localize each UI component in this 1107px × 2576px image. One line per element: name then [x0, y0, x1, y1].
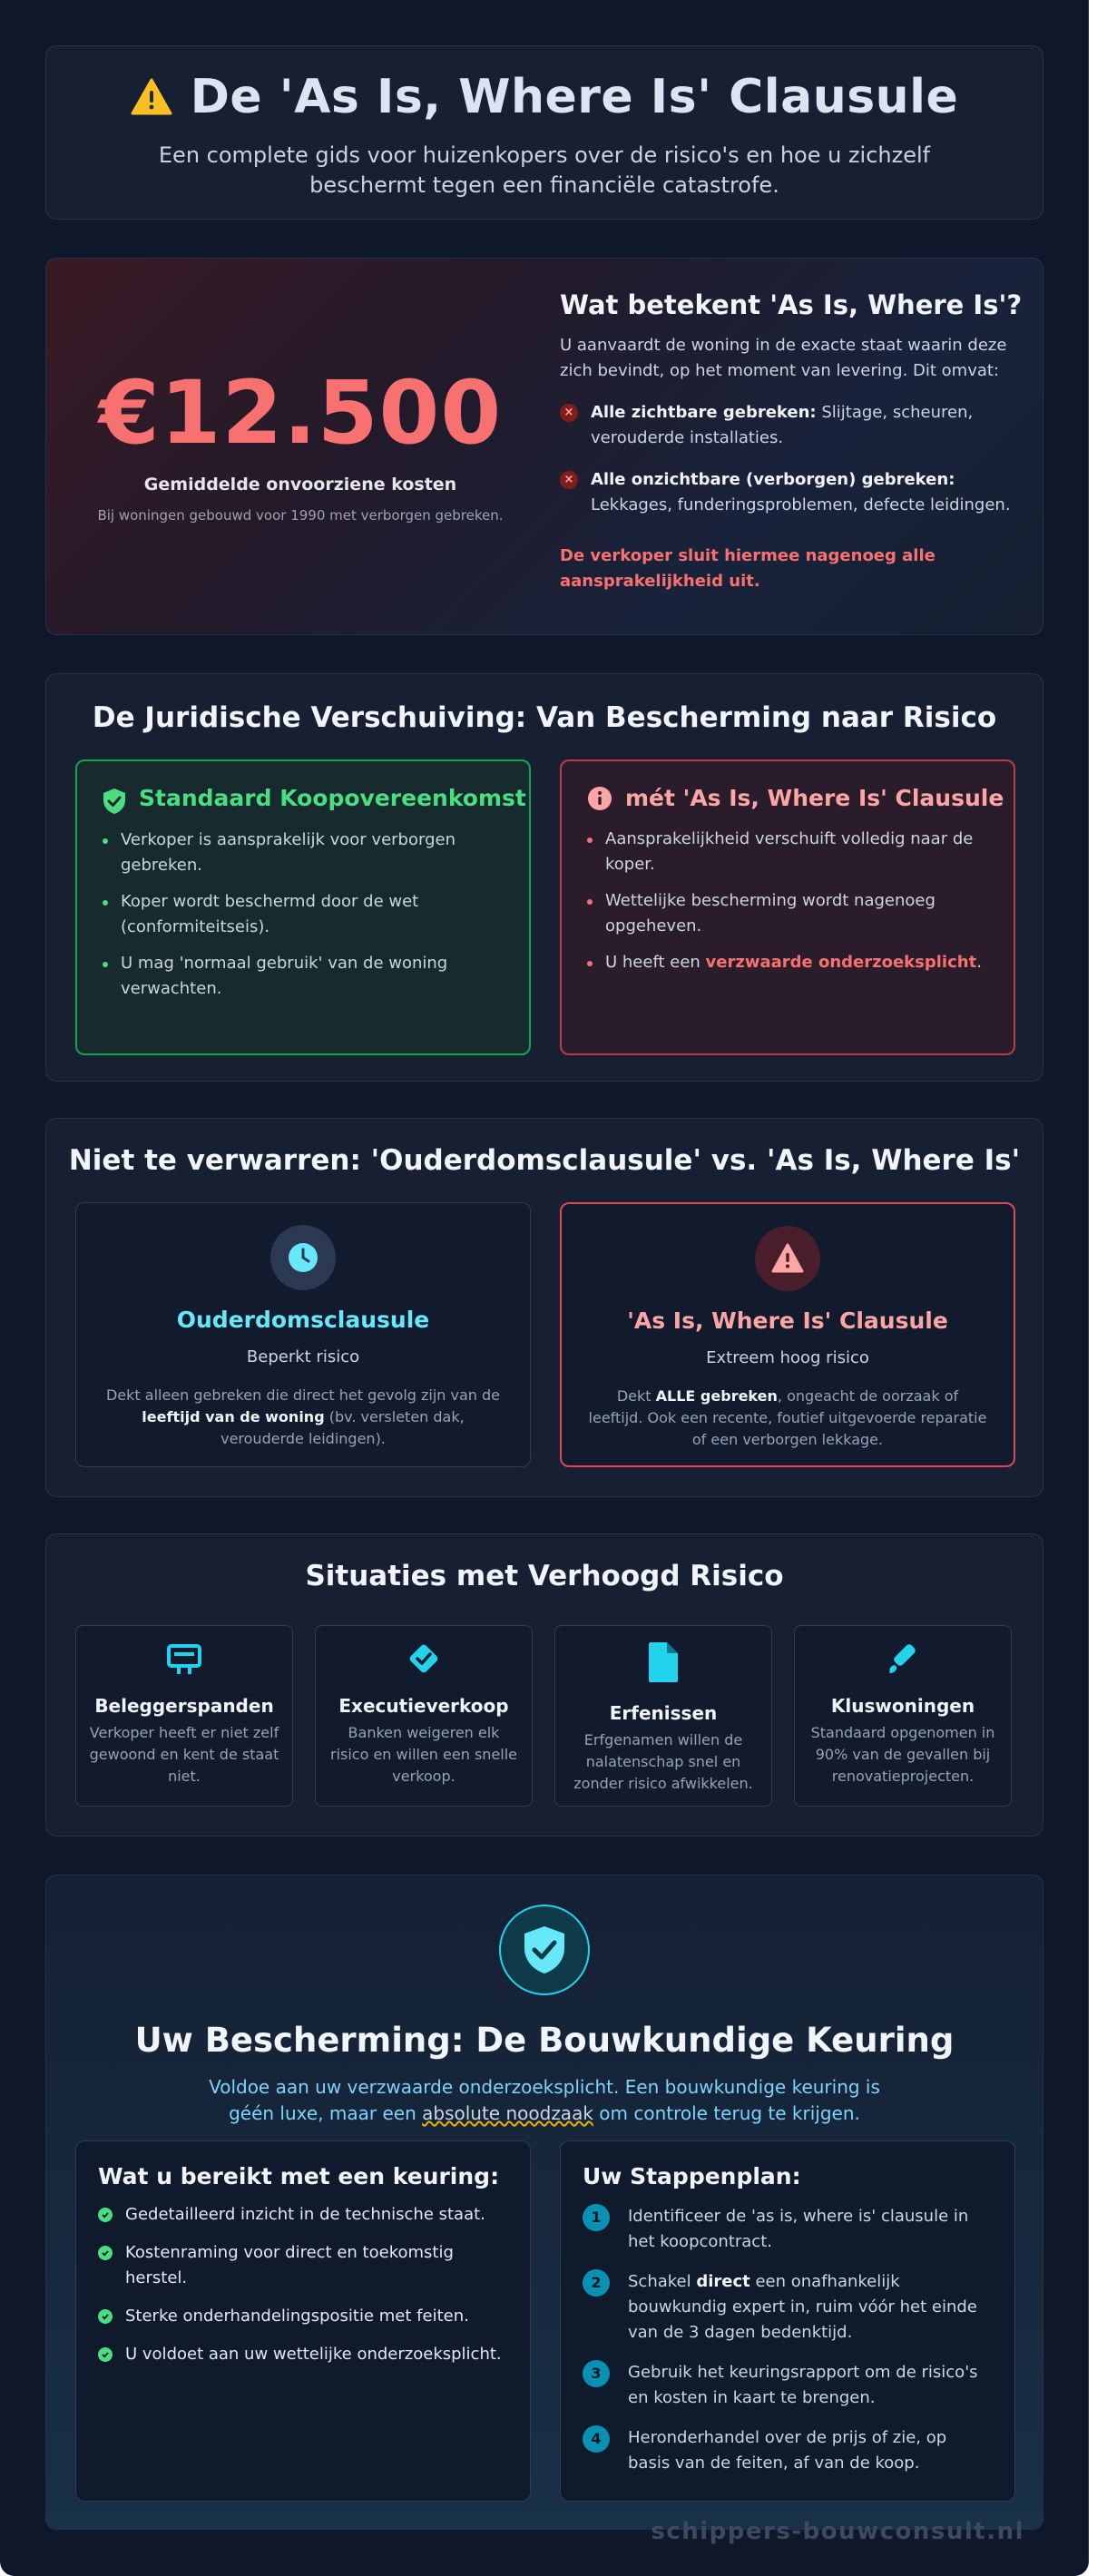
risk-level: Beperkt risico: [246, 1347, 360, 1366]
asis-contract-heading: mét 'As Is, Where Is' Clausule: [625, 785, 1004, 811]
bullet: [587, 899, 593, 905]
page-subtitle: Een complete gids voor huizenkopers over de risico's en hoe u zichzelf beschermt tegen een financiële catastrofe.: [158, 142, 931, 198]
standard-contract-heading: Standaard Koopovereenkomst: [139, 785, 526, 811]
age-clause-box: [75, 1202, 531, 1467]
list-item-text-start: U heeft een: [605, 953, 706, 972]
footer-brand: schippers-bouwconsult.nl: [651, 2518, 1024, 2545]
desc-bold: leeftijd van de woning: [142, 1408, 325, 1425]
age-clause-heading: Ouderdomsclausule: [176, 1307, 430, 1333]
list-item-text: Verkoper is aansprakelijk voor verborgen gebreken.: [121, 830, 456, 875]
clock-icon: [270, 1225, 336, 1290]
check-icon: [98, 2208, 113, 2222]
step-number: 2: [583, 2269, 610, 2297]
bullet: [103, 962, 108, 967]
bullet: [103, 838, 108, 844]
comparison-card: [45, 1118, 1043, 1497]
situation-item: [794, 1625, 1012, 1807]
step-number: 3: [583, 2360, 610, 2387]
desc-text: Dekt alleen gebreken die direct het gevolg zijn van de: [105, 1386, 501, 1404]
list-item-text: Koper wordt beschermd door de wet (conformiteitseis).: [121, 892, 419, 936]
bullet: [587, 961, 593, 966]
situation-title: Kluswoningen: [830, 1695, 975, 1717]
step-text-part: Heronderhandel over de prijs of zie, op basis van de feiten, af van de koop.: [628, 2428, 947, 2473]
benefit-text: Kostenraming voor direct en toekomstig herstel.: [125, 2243, 454, 2287]
step-item: [583, 2204, 993, 2255]
situation-desc: Banken weigeren elk risico en willen een snelle verkoop.: [329, 1724, 517, 1785]
benefits-heading: Wat u bereikt met een keuring:: [98, 2163, 500, 2189]
title-card: [45, 45, 1043, 220]
step-text: [628, 2269, 993, 2346]
step-number: 1: [583, 2204, 610, 2231]
x-icon: ×: [560, 404, 578, 422]
step-text-part: een onafhankelijk bouwkundig expert in, ruim vóór het einde van de 3 dagen bedenktijd.: [628, 2272, 977, 2342]
defect-item-title: Alle onzichtbare (verborgen) gebreken:: [591, 470, 955, 489]
list-item: [103, 828, 505, 878]
cost-label: Gemiddelde onvoorziene kosten: [143, 475, 457, 495]
step-text-part: Gebruik het keuringsrapport om de risico's en kosten in kaart te brengen.: [628, 2363, 978, 2407]
age-clause-description: [103, 1385, 503, 1450]
situation-title: Beleggerspanden: [94, 1695, 274, 1717]
benefit-item: [98, 2202, 508, 2228]
subtitle-text: om controle terug te krijgen.: [593, 2102, 860, 2124]
asis-clause-description: [588, 1386, 987, 1451]
asis-clause-box: [560, 1202, 1015, 1467]
list-item-text: Aansprakelijkheid verschuift volledig naar de koper.: [605, 829, 974, 874]
defect-item: [560, 400, 1023, 451]
check-icon: [98, 2347, 113, 2362]
list-item: [587, 888, 990, 939]
step-text: [628, 2204, 993, 2255]
step-text-bold: direct: [696, 2272, 750, 2291]
list-item-text: Wettelijke bescherming wordt nagenoeg opgeheven.: [605, 891, 936, 935]
benefit-text: U voldoet aan uw wettelijke onderzoeksplicht.: [125, 2345, 502, 2364]
check-icon: [98, 2246, 113, 2260]
benefit-text: Sterke onderhandelingspositie met feiten.: [125, 2307, 469, 2326]
desc-text: , ongeacht de oorzaak of leeftijd. Ook een recente, foutief uitgevoerde reparatie of een verborgen lekkage.: [588, 1387, 987, 1448]
asis-clause-heading: 'As Is, Where Is' Clausule: [627, 1308, 948, 1334]
defect-item-title: Alle zichtbare gebreken:: [591, 403, 817, 422]
gavel-check-icon: [406, 1641, 442, 1677]
step-item: [583, 2269, 993, 2346]
shield-check-icon: [103, 788, 126, 815]
benefit-item: [98, 2342, 508, 2367]
defect-item-text: Lekkages, funderingsproblemen, defecte leidingen.: [591, 495, 1011, 514]
section-title: De Juridische Verschuiving: Van Bescherming naar Risico: [92, 701, 997, 734]
definition-heading: Wat betekent 'As Is, Where Is'?: [560, 289, 1023, 320]
protection-card: [45, 1875, 1043, 2530]
list-item: [103, 951, 505, 1002]
list-item-text-end: .: [976, 953, 982, 972]
check-icon: [98, 2309, 113, 2324]
subtitle-text: Voldoe aan uw verzwaarde onderzoeksplicht. Een bouwkundige keuring is géén luxe, maar een: [209, 2076, 880, 2124]
step-item: [583, 2425, 993, 2476]
situation-desc: Standaard opgenomen in 90% van de gevallen bij renovatieprojecten.: [810, 1724, 995, 1785]
situation-title: Erfenissen: [609, 1702, 718, 1724]
info-icon: [587, 786, 612, 811]
page-title: De 'As Is, Where Is' Clausule: [190, 70, 959, 124]
list-item: [587, 950, 990, 975]
list-item: [587, 827, 990, 877]
liability-warning: De verkoper sluit hiermee nagenoeg alle aansprakelijkheid uit.: [560, 546, 936, 591]
legal-shift-card: [45, 673, 1043, 1082]
benefit-text: Gedetailleerd inzicht in de technische staat.: [125, 2205, 485, 2224]
benefits-box: [75, 2140, 531, 2502]
stepplan-box: [560, 2140, 1015, 2502]
investor-building-icon: [166, 1641, 202, 1677]
situation-item: [75, 1625, 293, 1807]
stat-card: [45, 258, 1043, 635]
paintbrush-icon: [885, 1641, 921, 1677]
step-text-part: Identificeer de 'as is, where is' clausule in het koopcontract.: [628, 2207, 969, 2251]
situation-item: [554, 1625, 772, 1807]
section-title: Niet te verwarren: 'Ouderdomsclausule' vs. 'As Is, Where Is': [68, 1144, 1021, 1177]
situations-card: [45, 1533, 1043, 1837]
cost-note: Bij woningen gebouwd voor 1990 met verborgen gebreken.: [97, 507, 504, 524]
desc-text: (bv. versleten dak, verouderde leidingen).: [220, 1408, 465, 1447]
list-item-text: [605, 950, 982, 975]
list-item: [103, 889, 505, 940]
protection-title: Uw Bescherming: De Bouwkundige Keuring: [134, 2021, 955, 2060]
desc-bold: ALLE gebreken: [655, 1387, 778, 1405]
cost-value: €12.500: [98, 362, 503, 464]
protection-subtitle: [200, 2074, 889, 2127]
desc-text: Dekt: [616, 1387, 656, 1405]
situation-desc: Erfgenamen willen de nalatenschap snel en zonder risico afwikkelen.: [573, 1731, 753, 1792]
definition-intro: U aanvaardt de woning in de exacte staat waarin deze zich bevindt, op het moment van levering. Dit omvat:: [560, 336, 1007, 380]
x-icon: ×: [560, 471, 578, 489]
asis-contract-box: [560, 759, 1015, 1055]
benefit-item: [98, 2304, 508, 2329]
shield-check-icon: [499, 1905, 590, 1995]
list-item-text: U mag 'normaal gebruik' van de woning verwachten.: [121, 954, 448, 998]
risk-level: Extreem hoog risico: [706, 1348, 869, 1367]
stepplan-heading: Uw Stappenplan:: [583, 2163, 801, 2189]
defect-item: [560, 467, 1023, 518]
step-item: [583, 2360, 993, 2411]
step-text-part: Schakel: [628, 2272, 697, 2291]
step-number: 4: [583, 2425, 610, 2453]
situation-item: [315, 1625, 533, 1807]
bullet: [587, 837, 593, 843]
document-icon: [645, 1641, 681, 1684]
situation-desc: Verkoper heeft er niet zelf gewoond en kent de staat niet.: [89, 1724, 279, 1785]
warning-icon: [755, 1226, 820, 1291]
warning-icon: [131, 78, 172, 116]
benefit-item: [98, 2240, 508, 2291]
highlight-text: verzwaarde onderzoeksplicht: [705, 953, 977, 972]
step-text: [628, 2360, 993, 2411]
defect-item-text: Slijtage, scheuren, verouderde installaties.: [591, 403, 974, 447]
step-text: [628, 2425, 993, 2476]
bullet: [103, 900, 108, 906]
situation-title: Executieverkoop: [338, 1695, 509, 1717]
section-title: Situaties met Verhoogd Risico: [305, 1560, 784, 1592]
standard-contract-box: [75, 759, 531, 1055]
underlined-text: absolute noodzaak: [422, 2102, 593, 2124]
